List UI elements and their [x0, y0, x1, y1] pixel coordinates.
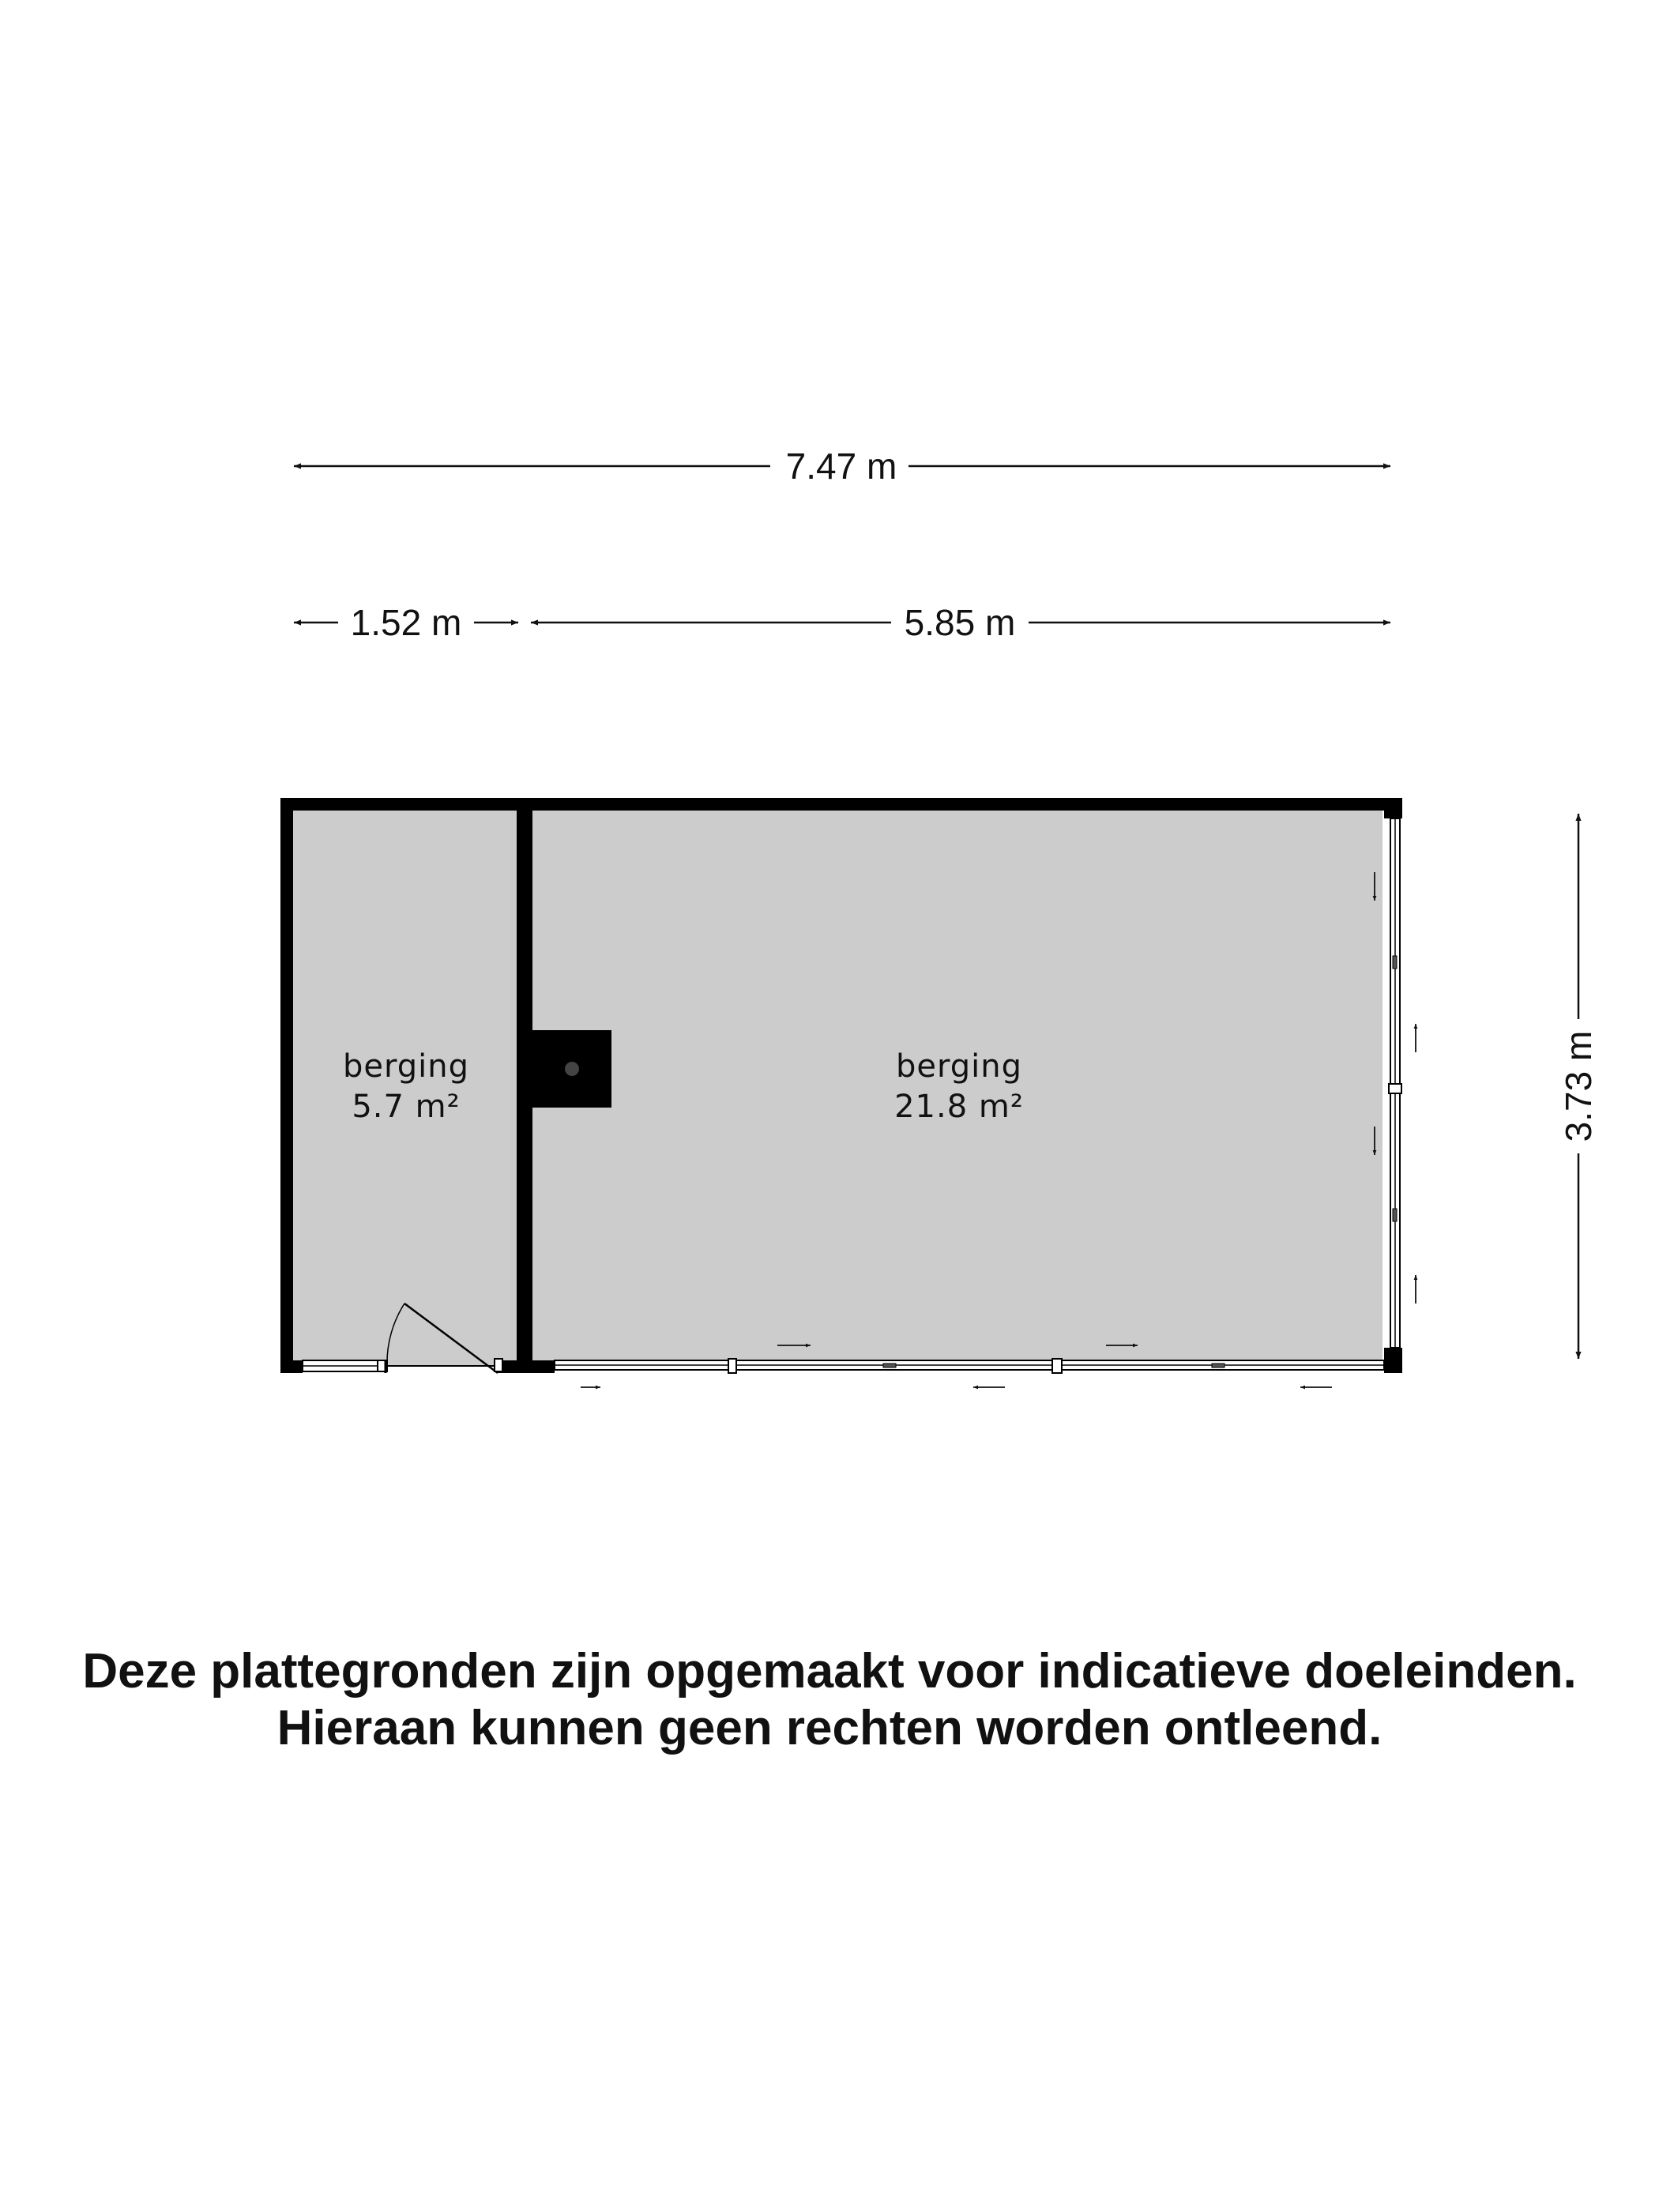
dimension-label-total: 7.47 m — [785, 446, 897, 487]
wall-top — [280, 798, 1402, 811]
dimension-label-left: 1.52 m — [350, 602, 462, 643]
dimension-total-width — [294, 446, 1390, 487]
window-left-room — [303, 1360, 387, 1371]
floor-left-room — [292, 810, 517, 1366]
wall-partition — [517, 798, 532, 1373]
sliding-door-right-1 — [1390, 818, 1400, 1084]
dimension-label-depth: 3.73 m — [1558, 1030, 1599, 1142]
dimension-right-room-width — [531, 602, 1390, 643]
room-area: 5.7 m² — [352, 1089, 461, 1125]
disclaimer-line-2: Hieraan kunnen geen rechten worden ontleend. — [276, 1701, 1382, 1755]
window-bottom-1 — [555, 1360, 728, 1370]
wall-corner-top-right — [1384, 798, 1402, 818]
dimension-left-room-width — [294, 602, 518, 643]
disclaimer-line-1: Deze plattegronden zijn opgemaakt voor indicatieve doeleinden. — [82, 1644, 1577, 1698]
sliding-door-right-2 — [1389, 1084, 1401, 1348]
wall-corner-bottom-right — [1384, 1348, 1402, 1373]
dimension-depth — [1558, 814, 1599, 1359]
sliding-door-bottom-1 — [728, 1359, 1052, 1373]
floor-right-room — [532, 810, 1382, 1366]
wall-bottom-left-stub — [280, 1360, 303, 1373]
wall-left — [280, 798, 293, 1373]
room-name: berging — [343, 1048, 469, 1085]
room-name: berging — [896, 1048, 1022, 1085]
wall-bottom-partition-stub — [498, 1360, 555, 1373]
sliding-door-bottom-2 — [1052, 1359, 1384, 1373]
dimension-label-right: 5.85 m — [904, 602, 1016, 643]
chimney-block — [532, 1030, 611, 1108]
room-area: 21.8 m² — [894, 1089, 1024, 1125]
